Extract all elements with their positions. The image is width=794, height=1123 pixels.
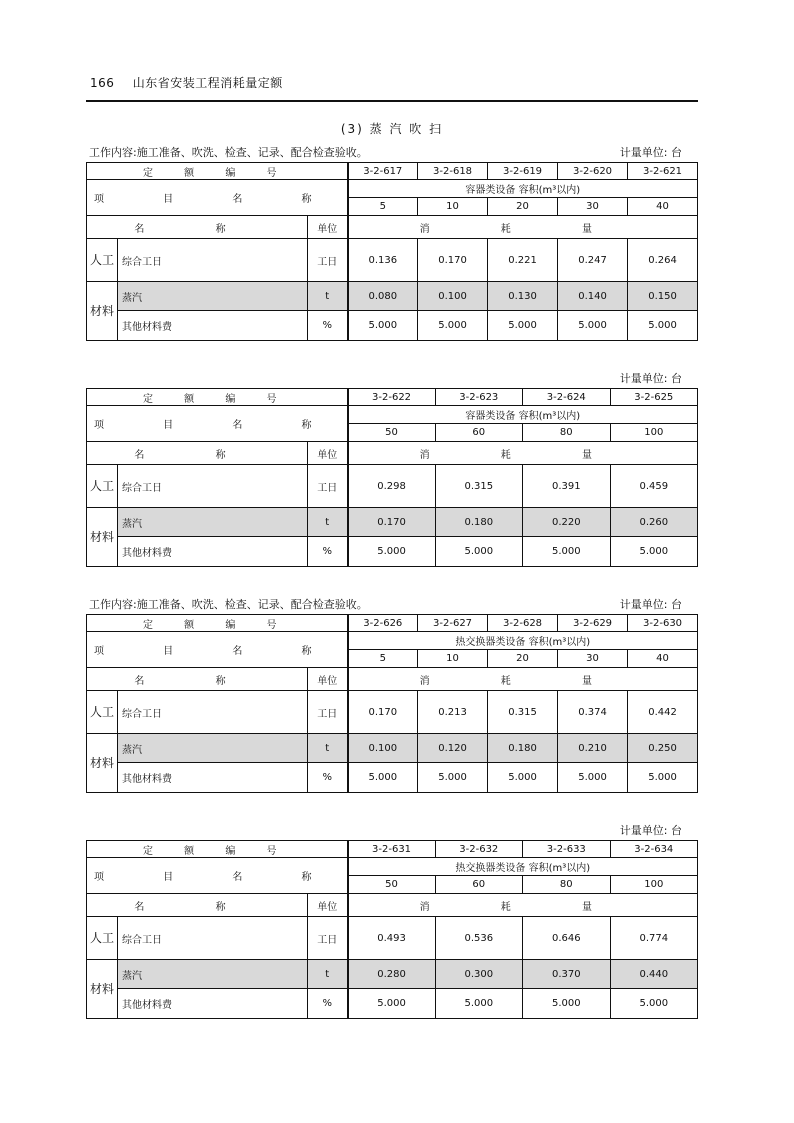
quota-code: 3-2-634 — [610, 841, 698, 858]
consumption-value: 5.000 — [558, 311, 628, 341]
resource-unit: t — [308, 734, 348, 763]
quota-code: 3-2-623 — [435, 389, 523, 406]
resource-unit: 工日 — [308, 239, 348, 282]
labor-group-label: 人工 — [87, 691, 118, 734]
volume-size: 40 — [628, 650, 698, 668]
unit-column-header: 单位 — [308, 894, 348, 917]
consumption-value: 0.536 — [435, 917, 523, 960]
consumption-value: 5.000 — [610, 989, 698, 1019]
resource-unit: 工日 — [308, 691, 348, 734]
quota-code: 3-2-619 — [488, 163, 558, 180]
quota-code: 3-2-632 — [435, 841, 523, 858]
quota-code: 3-2-625 — [610, 389, 698, 406]
unit-of-measure: 计量单位: 台 — [619, 824, 682, 837]
consumption-value: 0.180 — [488, 734, 558, 763]
volume-size: 100 — [610, 876, 698, 894]
consumption-value: 5.000 — [418, 311, 488, 341]
resource-unit: t — [308, 282, 348, 311]
quota-table-4 — [86, 840, 698, 1019]
quota-code: 3-2-618 — [418, 163, 488, 180]
equipment-category: 容器类设备 容积(m³以内) — [348, 180, 698, 198]
quota-code: 3-2-621 — [628, 163, 698, 180]
equipment-category: 热交换器类设备 容积(m³以内) — [348, 632, 698, 650]
consumption-value: 5.000 — [435, 989, 523, 1019]
resource-name: 蒸汽 — [118, 282, 308, 311]
consumption-value: 5.000 — [558, 763, 628, 793]
item-name-label: 项 目 名 称 — [87, 858, 348, 894]
item-name-label: 项 目 名 称 — [87, 180, 348, 216]
volume-size: 40 — [628, 198, 698, 216]
resource-name: 其他材料费 — [118, 763, 308, 793]
volume-size: 80 — [523, 424, 611, 442]
consumption-value: 0.440 — [610, 960, 698, 989]
consumption-value: 0.100 — [348, 734, 418, 763]
resource-name: 其他材料费 — [118, 537, 308, 567]
resource-name: 综合工日 — [118, 239, 308, 282]
unit-of-measure: 计量单位: 台 — [619, 598, 682, 611]
consumption-value: 5.000 — [418, 763, 488, 793]
resource-name: 综合工日 — [118, 465, 308, 508]
resource-name: 综合工日 — [118, 691, 308, 734]
consumption-value: 0.120 — [418, 734, 488, 763]
consumption-value: 0.370 — [523, 960, 611, 989]
consumption-value: 0.140 — [558, 282, 628, 311]
consumption-value: 5.000 — [523, 537, 611, 567]
quota-number-label: 定 额 编 号 — [87, 163, 348, 180]
quota-table-3 — [86, 614, 698, 793]
name-column-header: 名 称 — [87, 894, 308, 917]
consumption-value: 0.170 — [348, 691, 418, 734]
consumption-value: 0.170 — [418, 239, 488, 282]
header-rule — [86, 100, 698, 102]
volume-size: 10 — [418, 198, 488, 216]
volume-size: 100 — [610, 424, 698, 442]
table-1-info — [86, 145, 696, 161]
consumption-header: 消 耗 量 — [348, 894, 698, 917]
consumption-value: 0.210 — [558, 734, 628, 763]
consumption-value: 0.459 — [610, 465, 698, 508]
quota-code: 3-2-633 — [523, 841, 611, 858]
consumption-value: 0.221 — [488, 239, 558, 282]
volume-size: 60 — [435, 424, 523, 442]
consumption-value: 0.170 — [348, 508, 436, 537]
quota-table-1 — [86, 162, 698, 341]
unit-column-header: 单位 — [308, 668, 348, 691]
consumption-value: 0.315 — [488, 691, 558, 734]
consumption-value: 0.280 — [348, 960, 436, 989]
consumption-value: 5.000 — [348, 537, 436, 567]
consumption-value: 0.130 — [488, 282, 558, 311]
volume-size: 30 — [558, 650, 628, 668]
consumption-header: 消 耗 量 — [348, 216, 698, 239]
volume-size: 5 — [348, 198, 418, 216]
resource-unit: 工日 — [308, 917, 348, 960]
table-4-info — [86, 823, 696, 839]
quota-code: 3-2-627 — [418, 615, 488, 632]
item-name-label: 项 目 名 称 — [87, 406, 348, 442]
consumption-value: 5.000 — [488, 763, 558, 793]
material-group-label: 材料 — [87, 282, 118, 341]
resource-unit: % — [308, 989, 348, 1019]
volume-size: 80 — [523, 876, 611, 894]
volume-size: 5 — [348, 650, 418, 668]
consumption-value: 0.136 — [348, 239, 418, 282]
quota-code: 3-2-617 — [348, 163, 418, 180]
quota-number-label: 定 额 编 号 — [87, 841, 348, 858]
consumption-value: 0.646 — [523, 917, 611, 960]
table-3-info — [86, 597, 696, 613]
quota-code: 3-2-631 — [348, 841, 436, 858]
quota-number-label: 定 额 编 号 — [87, 615, 348, 632]
consumption-value: 5.000 — [348, 989, 436, 1019]
book-title: 山东省安装工程消耗量定额 — [132, 76, 283, 90]
consumption-value: 0.213 — [418, 691, 488, 734]
consumption-value: 5.000 — [628, 311, 698, 341]
consumption-value: 5.000 — [348, 311, 418, 341]
consumption-value: 5.000 — [435, 537, 523, 567]
page-header — [90, 74, 698, 91]
quota-code: 3-2-629 — [558, 615, 628, 632]
item-name-label: 项 目 名 称 — [87, 632, 348, 668]
quota-code: 3-2-622 — [348, 389, 436, 406]
name-column-header: 名 称 — [87, 442, 308, 465]
resource-unit: t — [308, 960, 348, 989]
volume-size: 60 — [435, 876, 523, 894]
volume-size: 10 — [418, 650, 488, 668]
labor-group-label: 人工 — [87, 465, 118, 508]
consumption-value: 0.247 — [558, 239, 628, 282]
quota-code: 3-2-620 — [558, 163, 628, 180]
consumption-value: 0.150 — [628, 282, 698, 311]
consumption-value: 0.080 — [348, 282, 418, 311]
labor-group-label: 人工 — [87, 917, 118, 960]
resource-name: 其他材料费 — [118, 989, 308, 1019]
consumption-value: 0.374 — [558, 691, 628, 734]
consumption-header: 消 耗 量 — [348, 668, 698, 691]
section-title: (3) 蒸 汽 吹 扫 — [340, 122, 444, 136]
resource-name: 蒸汽 — [118, 960, 308, 989]
consumption-value: 0.260 — [610, 508, 698, 537]
consumption-value: 0.774 — [610, 917, 698, 960]
consumption-value: 0.315 — [435, 465, 523, 508]
consumption-value: 0.264 — [628, 239, 698, 282]
consumption-value: 5.000 — [628, 763, 698, 793]
consumption-value: 0.100 — [418, 282, 488, 311]
consumption-value: 0.220 — [523, 508, 611, 537]
volume-size: 50 — [348, 876, 436, 894]
consumption-value: 0.442 — [628, 691, 698, 734]
consumption-value: 0.298 — [348, 465, 436, 508]
volume-size: 50 — [348, 424, 436, 442]
quota-code: 3-2-628 — [488, 615, 558, 632]
consumption-value: 5.000 — [348, 763, 418, 793]
material-group-label: 材料 — [87, 508, 118, 567]
consumption-value: 5.000 — [523, 989, 611, 1019]
unit-of-measure: 计量单位: 台 — [619, 146, 682, 159]
labor-group-label: 人工 — [87, 239, 118, 282]
work-content: 工作内容:施工准备、吹洗、检查、记录、配合检查验收。 — [89, 598, 368, 611]
work-content: 工作内容:施工准备、吹洗、检查、记录、配合检查验收。 — [89, 146, 368, 159]
consumption-value: 0.250 — [628, 734, 698, 763]
quota-code: 3-2-630 — [628, 615, 698, 632]
quota-code: 3-2-624 — [523, 389, 611, 406]
equipment-category: 容器类设备 容积(m³以内) — [348, 406, 698, 424]
volume-size: 20 — [488, 650, 558, 668]
consumption-value: 5.000 — [488, 311, 558, 341]
resource-unit: t — [308, 508, 348, 537]
material-group-label: 材料 — [87, 734, 118, 793]
page-number: 166 — [90, 76, 115, 90]
resource-name: 综合工日 — [118, 917, 308, 960]
table-2-info — [86, 371, 696, 387]
quota-code: 3-2-626 — [348, 615, 418, 632]
resource-unit: % — [308, 763, 348, 793]
consumption-header: 消 耗 量 — [348, 442, 698, 465]
consumption-value: 0.180 — [435, 508, 523, 537]
quota-table-2 — [86, 388, 698, 567]
resource-name: 蒸汽 — [118, 508, 308, 537]
consumption-value: 5.000 — [610, 537, 698, 567]
volume-size: 30 — [558, 198, 628, 216]
resource-unit: 工日 — [308, 465, 348, 508]
name-column-header: 名 称 — [87, 668, 308, 691]
resource-unit: % — [308, 311, 348, 341]
quota-number-label: 定 额 编 号 — [87, 389, 348, 406]
volume-size: 20 — [488, 198, 558, 216]
unit-column-header: 单位 — [308, 442, 348, 465]
equipment-category: 热交换器类设备 容积(m³以内) — [348, 858, 698, 876]
name-column-header: 名 称 — [87, 216, 308, 239]
consumption-value: 0.391 — [523, 465, 611, 508]
resource-name: 其他材料费 — [118, 311, 308, 341]
consumption-value: 0.493 — [348, 917, 436, 960]
material-group-label: 材料 — [87, 960, 118, 1019]
unit-column-header: 单位 — [308, 216, 348, 239]
resource-unit: % — [308, 537, 348, 567]
unit-of-measure: 计量单位: 台 — [619, 372, 682, 385]
consumption-value: 0.300 — [435, 960, 523, 989]
resource-name: 蒸汽 — [118, 734, 308, 763]
